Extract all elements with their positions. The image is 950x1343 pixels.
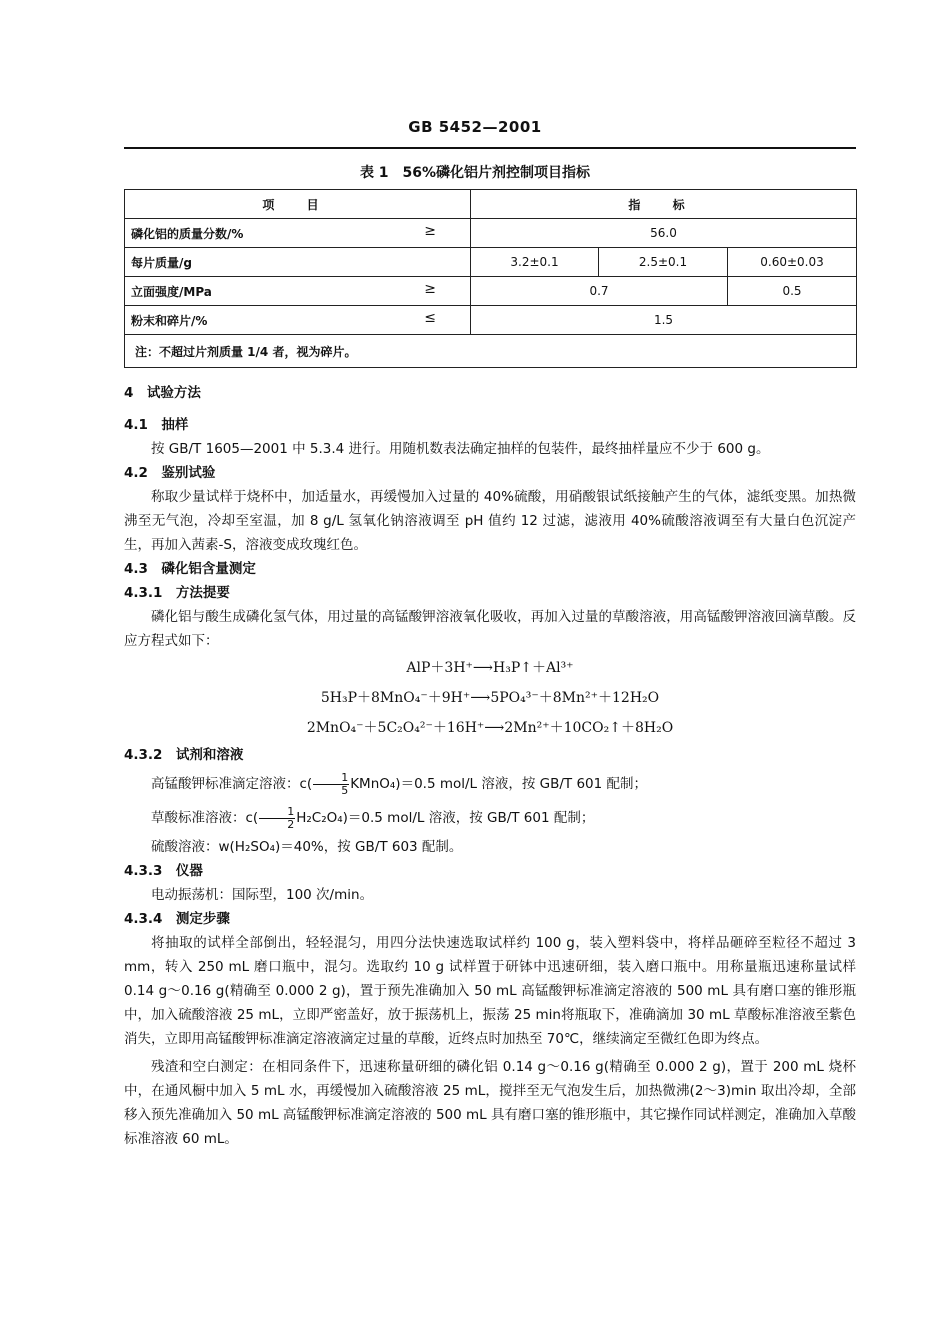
row-name-cell (125, 219, 471, 248)
section-4-1-heading: 4.1 抽样 (124, 417, 189, 433)
fraction-denominator: 2 (287, 817, 295, 831)
value-cell: 0.5 (728, 277, 857, 306)
reagent-kmno4-prefix: 高锰酸钾标准滴定溶液：c( (151, 776, 313, 792)
relation-symbol: ≥ (424, 281, 436, 297)
reagent-oxalic (124, 801, 856, 835)
relation-symbol: ≤ (424, 310, 436, 326)
equation-3: 2MnO₄⁻＋5C₂O₄²⁻＋16H⁺⟶2Mn²⁺＋10CO₂↑＋8H₂O (306, 720, 674, 736)
section-4-3-3-heading: 4.3.3 仪器 (124, 863, 203, 879)
standard-code-header: GB 5452—2001 (408, 118, 542, 136)
fraction (313, 772, 349, 797)
reagent-kmno4 (124, 767, 856, 801)
section-4-3-1-heading: 4.3.1 方法提要 (124, 585, 230, 601)
table-note-row (125, 335, 857, 368)
row-name-cell (125, 306, 471, 335)
value-cell: 2.5±0.1 (599, 248, 728, 277)
section-4-3-4-para-1: 将抽取的试样全部倒出，轻轻混匀，用四分法快速选取试样约 100 g，装入塑料袋中，将样品砸碎至粒径不超过 3 mm，转入 250 mL 磨口瓶中，混匀。选取约 10 g 试样置于研钵中迅速研细，装入磨口瓶中。用称量瓶迅速称量试样 0.14 g～0.16 g(精确至 0.000 2 g)，置于预先准确加入 50 mL 高锰酸钾标准滴定溶液的 500 mL 具有磨口塞的锥形瓶中，加入硫酸溶液 25 mL，立即严密盖好，放于振荡机上，振荡 25 min将瓶取下，准确滴加 30 mL 草酸标准溶液至紫色消失，立即用高锰酸钾标准滴定溶液滴定过量的草酸，近终点时加热至 70℃，继续滴定至微红色即为终点。 (124, 935, 856, 1047)
row-name: 磷化铝的质量分数/% (131, 226, 244, 241)
row-name: 粉末和碎片/% (131, 313, 208, 328)
fraction-numerator: 1 (313, 772, 349, 785)
value-cell: 0.7 (471, 277, 728, 306)
equation-1: AlP＋3H⁺⟶H₃P↑＋Al³⁺ (406, 660, 574, 676)
value-cell: 0.60±0.03 (728, 248, 857, 277)
table-header-row (125, 190, 857, 219)
section-4-heading: 4 试验方法 (124, 385, 201, 401)
value-cell: 1.5 (471, 306, 857, 335)
table-row (125, 219, 857, 248)
table-row (125, 277, 857, 306)
relation-symbol: ≥ (424, 223, 436, 239)
table-row (125, 306, 857, 335)
spec-table (124, 189, 857, 368)
table-row (125, 248, 857, 277)
fraction-denominator: 5 (341, 783, 349, 797)
row-name-cell (125, 277, 471, 306)
section-4-2-heading: 4.2 鉴别试验 (124, 465, 216, 481)
section-4-3-heading: 4.3 磷化铝含量测定 (124, 561, 256, 577)
document-body (124, 381, 856, 1151)
row-name: 立面强度/MPa (131, 284, 212, 299)
section-4-1-text: 按 GB/T 1605—2001 中 5.3.4 进行。用随机数表法确定抽样的包装件，最终抽样量应不少于 600 g。 (151, 441, 770, 457)
header-index: 指 标 (471, 190, 857, 219)
section-4-3-4-para-2: 残渣和空白测定：在相同条件下，迅速称量研细的磷化铝 0.14 g～0.16 g(精确至 0.000 2 g)，置于 200 mL 烧杯中，在通风橱中加入 5 mL 水，再缓慢加入硫酸溶液 25 mL，搅拌至无气泡发生后，加热微沸(2～3)min 取出冷却，全部移入预先准确加入 50 mL 高锰酸钾标准滴定溶液的 500 mL 具有磨口塞的锥形瓶中，其它操作同试样测定，准确加入草酸标准溶液 60 mL。 (124, 1059, 856, 1147)
row-name: 每片质量/g (131, 255, 192, 270)
fraction-numerator: 1 (259, 806, 295, 819)
section-4-3-1-text: 磷化铝与酸生成磷化氢气体，用过量的高锰酸钾溶液氧化吸收，再加入过量的草酸溶液，用高锰酸钾溶液回滴草酸。反应方程式如下： (124, 609, 856, 649)
header-rule (124, 147, 856, 149)
value-cell: 3.2±0.1 (471, 248, 599, 277)
section-4-3-4-heading: 4.3.4 测定步骤 (124, 911, 230, 927)
section-4-3-2-heading: 4.3.2 试剂和溶液 (124, 747, 244, 763)
section-4-3-3-text: 电动振荡机：国际型，100 次/min。 (151, 887, 374, 903)
table-title: 表 1 56%磷化铝片剂控制项目指标 (359, 165, 591, 181)
value-cell: 56.0 (471, 219, 857, 248)
header-item: 项 目 (125, 190, 471, 219)
equation-2: 5H₃P＋8MnO₄⁻＋9H⁺⟶5PO₄³⁻＋8Mn²⁺＋12H₂O (320, 690, 660, 706)
table-note: 注：不超过片剂质量 1/4 者，视为碎片。 (125, 335, 857, 368)
reagent-kmno4-suffix: KMnO₄)＝0.5 mol/L 溶液，按 GB/T 601 配制； (350, 776, 648, 792)
reagent-oxalic-prefix: 草酸标准溶液：c( (151, 810, 259, 826)
reagent-sulfuric: 硫酸溶液：w(H₂SO₄)＝40%，按 GB/T 603 配制。 (151, 839, 463, 855)
reagent-oxalic-suffix: H₂C₂O₄)＝0.5 mol/L 溶液，按 GB/T 601 配制； (296, 810, 595, 826)
section-4-2-text: 称取少量试样于烧杯中，加适量水，再缓慢加入过量的 40%硫酸，用硝酸银试纸接触产生的气体，滤纸变黑。加热微沸至无气泡，冷却至室温，加 8 g/L 氢氧化钠溶液调至 pH 值约 12 过滤，滤液用 40%硫酸溶液调至有大量白色沉淀产生，再加入茜素-S，溶液变成玫瑰红色。 (124, 489, 856, 553)
row-name-cell (125, 248, 471, 277)
fraction (259, 806, 295, 831)
